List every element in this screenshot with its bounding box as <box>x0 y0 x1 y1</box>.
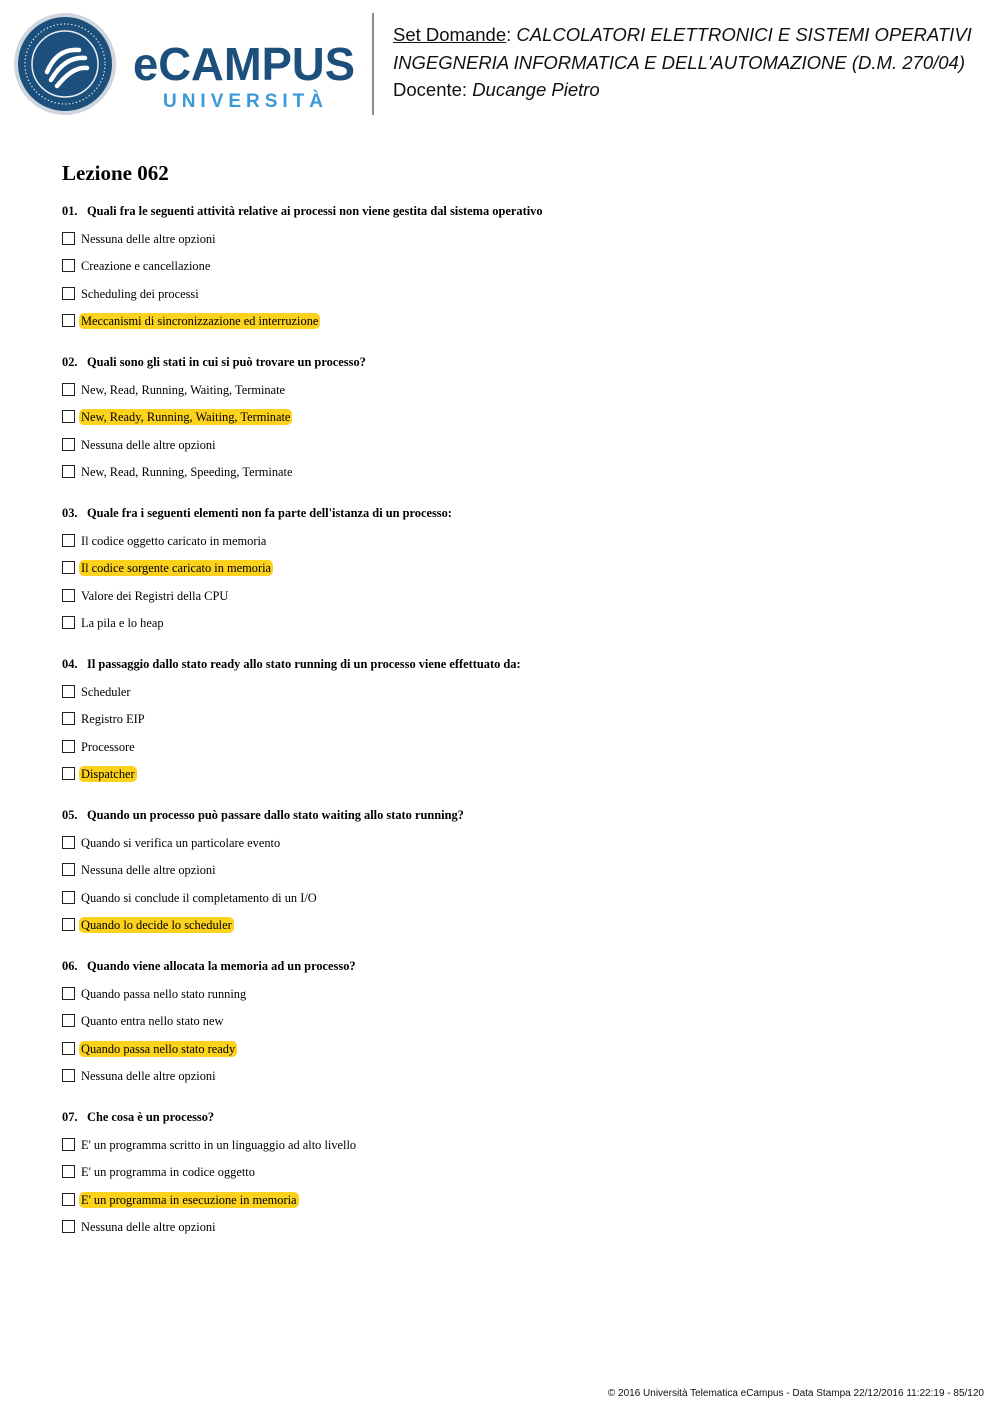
answer-label: Nessuna delle altre opzioni <box>81 437 216 452</box>
question-text <box>62 354 962 370</box>
answer-option[interactable] <box>62 862 962 878</box>
answer-checkbox[interactable] <box>62 589 75 602</box>
answer-option[interactable] <box>62 917 962 933</box>
answer-label: Creazione e cancellazione <box>81 259 211 274</box>
question-block <box>62 505 962 631</box>
answer-label-highlighted: Meccanismi di sincronizzazione ed interruzione <box>81 314 319 329</box>
answer-option[interactable] <box>62 711 962 727</box>
answer-checkbox[interactable] <box>62 1138 75 1151</box>
course-line-2 <box>393 49 993 77</box>
answer-label: Nessuna delle altre opzioni <box>81 863 216 878</box>
question-label: Quali fra le seguenti attività relative ai processi non viene gestita dal sistema operativo <box>87 204 543 218</box>
question-text <box>62 203 962 219</box>
answer-label: Scheduling dei processi <box>81 286 199 301</box>
question-block <box>62 1109 962 1235</box>
answer-option[interactable] <box>62 588 962 604</box>
answer-label: New, Read, Running, Waiting, Terminate <box>81 382 286 397</box>
answer-checkbox[interactable] <box>62 1069 75 1082</box>
answer-label: E' un programma scritto in un linguaggio ad alto livello <box>81 1137 357 1152</box>
answer-checkbox[interactable] <box>62 410 75 423</box>
question-block <box>62 958 962 1084</box>
set-label: Set Domande <box>393 24 507 45</box>
teacher-label: Docente: <box>393 79 468 100</box>
question-number: 07. <box>62 1110 78 1124</box>
answer-checkbox[interactable] <box>62 863 75 876</box>
answer-label: Nessuna delle altre opzioni <box>81 231 216 246</box>
question-text <box>62 807 962 823</box>
answer-label: Quando si conclude il completamento di un I/O <box>81 890 317 905</box>
answer-label: Quanto entra nello stato new <box>81 1014 224 1029</box>
answer-checkbox[interactable] <box>62 287 75 300</box>
answer-option[interactable] <box>62 1137 962 1153</box>
answer-option[interactable] <box>62 1013 962 1029</box>
answer-option[interactable] <box>62 1041 962 1057</box>
set-separator: : <box>506 24 512 45</box>
answer-option[interactable] <box>62 986 962 1002</box>
question-block <box>62 807 962 933</box>
answer-checkbox[interactable] <box>62 616 75 629</box>
answer-checkbox[interactable] <box>62 987 75 1000</box>
teacher-name: Ducange Pietro <box>472 79 600 100</box>
answer-checkbox[interactable] <box>62 685 75 698</box>
answer-label-highlighted: Dispatcher <box>81 767 135 782</box>
answer-checkbox[interactable] <box>62 1042 75 1055</box>
answer-checkbox[interactable] <box>62 767 75 780</box>
answer-option[interactable] <box>62 1219 962 1235</box>
answer-option[interactable] <box>62 1192 962 1208</box>
question-number: 01. <box>62 204 78 218</box>
answer-option[interactable] <box>62 1164 962 1180</box>
answer-checkbox[interactable] <box>62 891 75 904</box>
lesson-title: Lezione 062 <box>62 161 169 185</box>
answer-checkbox[interactable] <box>62 836 75 849</box>
question-number: 04. <box>62 657 78 671</box>
answer-label: Quando passa nello stato running <box>81 986 247 1001</box>
answer-label-highlighted: New, Ready, Running, Waiting, Terminate <box>81 410 291 425</box>
answer-option[interactable] <box>62 890 962 906</box>
answer-checkbox[interactable] <box>62 712 75 725</box>
answer-label: La pila e lo heap <box>81 616 164 631</box>
answer-option[interactable] <box>62 313 962 329</box>
course-line-1 <box>393 21 993 49</box>
answer-checkbox[interactable] <box>62 259 75 272</box>
header-divider <box>372 13 374 115</box>
logo-subtext: UNIVERSITÀ <box>163 91 323 112</box>
answer-option[interactable] <box>62 684 962 700</box>
answer-checkbox[interactable] <box>62 534 75 547</box>
question-label: Il passaggio dallo stato ready allo stato running di un processo viene effettuato da: <box>87 657 521 671</box>
answer-checkbox[interactable] <box>62 1193 75 1206</box>
answer-checkbox[interactable] <box>62 438 75 451</box>
answer-checkbox[interactable] <box>62 383 75 396</box>
question-label: Quale fra i seguenti elementi non fa parte dell'istanza di un processo: <box>87 506 452 520</box>
answer-option[interactable] <box>62 739 962 755</box>
answer-label: E' un programma in codice oggetto <box>81 1165 255 1180</box>
answer-option[interactable] <box>62 766 962 782</box>
question-number: 05. <box>62 808 78 822</box>
answer-label-highlighted: Il codice sorgente caricato in memoria <box>81 561 272 576</box>
answer-option[interactable] <box>62 382 962 398</box>
question-block <box>62 203 962 329</box>
answer-checkbox[interactable] <box>62 1220 75 1233</box>
course-title: CALCOLATORI ELETTRONICI E SISTEMI OPERATIVI <box>516 24 972 45</box>
question-number: 06. <box>62 959 78 973</box>
answer-label: Il codice oggetto caricato in memoria <box>81 533 267 548</box>
answer-option[interactable] <box>62 615 962 631</box>
answer-option[interactable] <box>62 835 962 851</box>
ecampus-wordmark <box>133 37 358 117</box>
question-block <box>62 656 962 782</box>
answer-checkbox[interactable] <box>62 740 75 753</box>
question-label: Che cosa è un processo? <box>87 1110 215 1124</box>
footer-copyright: © 2016 Università Telematica eCampus - Data Stampa 22/12/2016 11:22:19 - 85/120 <box>607 1388 984 1399</box>
answer-label: Scheduler <box>81 684 131 699</box>
answer-label: New, Read, Running, Speeding, Terminate <box>81 465 293 480</box>
question-label: Quando un processo può passare dallo stato waiting allo stato running? <box>87 808 464 822</box>
course-degree: INGEGNERIA INFORMATICA E DELL'AUTOMAZIONE (D.M. 270/04) <box>393 51 965 73</box>
answer-label-highlighted: Quando lo decide lo scheduler <box>81 918 232 933</box>
answer-option[interactable] <box>62 560 962 576</box>
question-number: 03. <box>62 506 78 520</box>
logo-text: eCAMPUS <box>133 38 355 90</box>
answer-checkbox[interactable] <box>62 561 75 574</box>
answer-option[interactable] <box>62 286 962 302</box>
answer-option[interactable] <box>62 231 962 247</box>
answer-label: Valore dei Registri della CPU <box>81 588 229 603</box>
answer-option[interactable] <box>62 409 962 425</box>
question-block <box>62 354 962 480</box>
answer-option[interactable] <box>62 1068 962 1084</box>
answer-label-highlighted: Quando passa nello stato ready <box>81 1041 236 1056</box>
answer-option[interactable] <box>62 533 962 549</box>
question-text <box>62 505 962 521</box>
answer-label: Nessuna delle altre opzioni <box>81 1220 216 1235</box>
answer-checkbox[interactable] <box>62 918 75 931</box>
question-text <box>62 1109 962 1125</box>
teacher-line <box>393 76 993 104</box>
answer-checkbox[interactable] <box>62 314 75 327</box>
answer-checkbox[interactable] <box>62 465 75 478</box>
answer-label: Processore <box>81 739 135 754</box>
question-label: Quali sono gli stati in cui si può trovare un processo? <box>87 355 366 369</box>
answer-checkbox[interactable] <box>62 232 75 245</box>
answer-option[interactable] <box>62 437 962 453</box>
answer-checkbox[interactable] <box>62 1165 75 1178</box>
answer-checkbox[interactable] <box>62 1014 75 1027</box>
answer-option[interactable] <box>62 258 962 274</box>
question-label: Quando viene allocata la memoria ad un processo? <box>87 959 356 973</box>
question-text <box>62 656 962 672</box>
answer-option[interactable] <box>62 464 962 480</box>
answer-label: Nessuna delle altre opzioni <box>81 1069 216 1084</box>
page-header <box>0 0 1000 130</box>
answer-label: Registro EIP <box>81 712 145 727</box>
course-info <box>393 21 993 104</box>
answer-label-highlighted: E' un programma in esecuzione in memoria <box>81 1192 297 1207</box>
question-number: 02. <box>62 355 78 369</box>
question-text <box>62 958 962 974</box>
answer-label: Quando si verifica un particolare evento <box>81 835 281 850</box>
ecampus-seal-logo <box>13 12 117 116</box>
